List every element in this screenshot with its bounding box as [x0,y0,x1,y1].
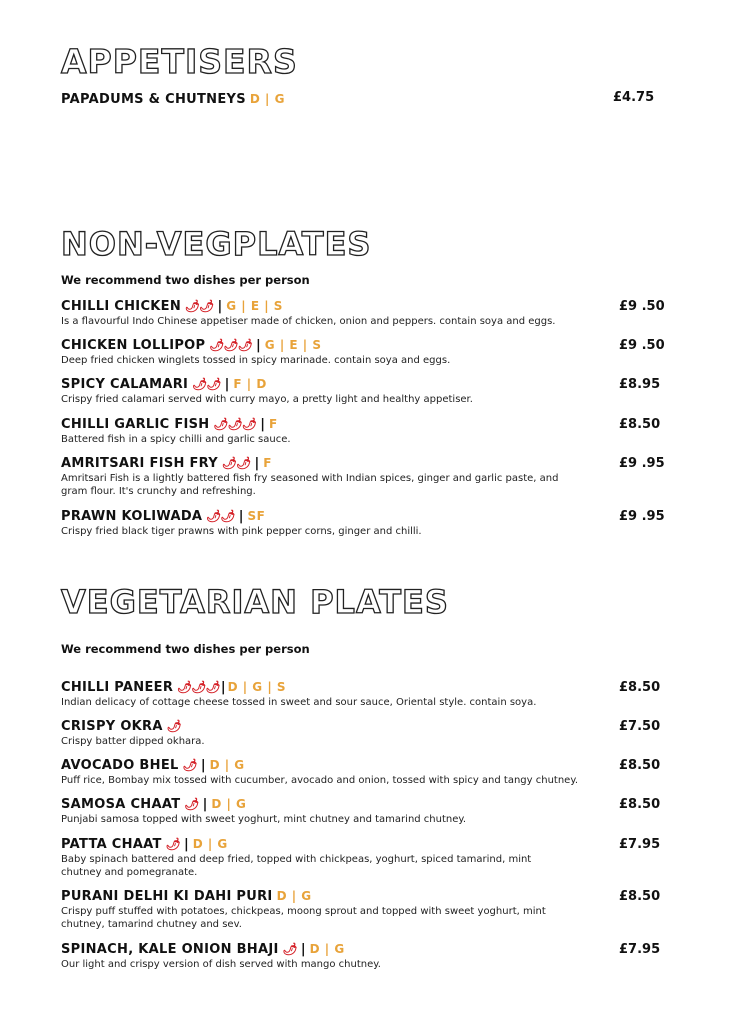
section-title-non-veg: NON-VEGPLATES [61,225,372,263]
item-description: Puff rice, Bombay mix tossed with cucumber, avocado and onion, tossed with spicy and tangy chutney. [61,775,578,786]
menu-item: SPICY CALAMARI 🌶🌶 | F | D £8.95 Crispy fried calamari served with curry mayo, a pretty light and healthy appetiser. [61,377,661,405]
chili-icon: 🌶🌶 [192,377,221,391]
chili-icon: 🌶🌶 [206,509,235,523]
item-price: £7.95 [619,942,661,957]
item-price: £8.50 [619,889,661,904]
item-name: SPICY CALAMARI [61,377,189,392]
item-name: CHICKEN LOLLIPOP [61,338,206,353]
chili-icon: 🌶🌶🌶 [177,680,220,694]
chili-icon: 🌶🌶🌶 [213,417,257,431]
item-name: PAPADUMS & CHUTNEYS [61,92,246,107]
item-price: £7.95 [619,837,661,852]
item-description: Is a flavourful Indo Chinese appetiser made of chicken, onion and peppers. contain soya and eggs. [61,316,556,327]
item-description: Deep fried chicken winglets tossed in spicy marinade. contain soya and eggs. [61,355,451,366]
item-description: Indian delicacy of cottage cheese tossed in sweet and sour sauce, Oriental style. contain soya. [61,697,537,708]
allergen-codes: F | D [233,377,267,391]
allergen-codes: D | G [211,797,247,811]
chili-icon: 🌶 [282,942,297,956]
section-title-vegetarian: VEGETARIAN PLATES [61,583,449,621]
item-description: Baby spinach battered and deep fried, topped with chickpeas, yoghurt, spiced tamarind, mint chutney and pomegranate. [61,854,532,878]
menu-item: AVOCADO BHEL 🌶 | D | G £8.50 Puff rice, Bombay mix tossed with cucumber, avocado and onion, tossed with spicy and tangy chutney. [61,758,671,787]
item-description: Crispy batter dipped okhara. [61,736,205,747]
item-name: AMRITSARI FISH FRY [61,456,218,471]
allergen-codes: SF [247,509,266,523]
item-description: Punjabi samosa topped with sweet yoghurt, mint chutney and tamarind chutney. [61,814,467,825]
item-price: £9 .95 [619,509,665,524]
item-price: £9 .50 [619,338,665,353]
section-subtitle: We recommend two dishes per person [61,642,310,656]
item-description: Battered fish in a spicy chilli and garlic sauce. [61,434,291,445]
item-name: SPINACH, KALE ONION BHAJI [61,942,279,957]
allergen-codes: G | E | S [226,299,283,313]
item-description: Crispy puff stuffed with potatoes, chickpeas, moong sprout and topped with sweet yoghurt, mint chutney, tamarind chutney and sev. [61,906,546,930]
item-price: £4.75 [613,90,655,105]
item-description: Crispy fried calamari served with curry mayo, a pretty light and healthy appetiser. [61,394,473,405]
item-description: Crispy fried black tiger prawns with pink pepper corns, ginger and chilli. [61,526,422,537]
chili-icon: 🌶 [166,719,181,733]
item-price: £7.50 [619,719,661,734]
allergen-codes: D | G [249,92,285,106]
menu-item: PATTA CHAAT 🌶 | D | G £7.95 Baby spinach battered and deep fried, topped with chickpeas, yoghurt, spiced tamarind, mint chutney and pomegranate. [61,837,661,878]
allergen-codes: F [268,417,278,431]
menu-item [61,719,671,748]
item-name: PATTA CHAAT [61,837,162,852]
menu-item: SPINACH, KALE ONION BHAJI 🌶 | D | G £7.95 Our light and crispy version of dish served with mango chutney. [61,942,661,970]
menu-item: CHICKEN LOLLIPOP 🌶🌶🌶 | G | E | S £9 .50 Deep fried chicken winglets tossed in spicy marinade. contain soya and eggs. [61,338,665,366]
item-price: £8.50 [619,417,661,432]
item-price: £9 .95 [619,456,665,471]
menu-item [61,92,671,107]
chili-icon: 🌶🌶🌶 [209,338,253,352]
menu-item [61,889,671,931]
item-name: PRAWN KOLIWADA [61,509,203,524]
item-description: Our light and crispy version of dish served with mango chutney. [61,959,381,970]
item-price: £8.50 [619,797,661,812]
chili-icon: 🌶 [182,758,197,772]
menu-item: SAMOSA CHAAT 🌶 | D | G £8.50 Punjabi samosa topped with sweet yoghurt, mint chutney and tamarind chutney. [61,797,661,825]
item-price: £8.50 [619,680,661,695]
allergen-codes: F [263,456,272,470]
section-subtitle: We recommend two dishes per person [61,273,310,287]
chili-icon: 🌶 [184,797,199,811]
item-name: SAMOSA CHAAT [61,797,181,812]
allergen-codes: D | G [209,758,245,772]
menu-item: CHILLI GARLIC FISH 🌶🌶🌶 | F £8.50 Battered fish in a spicy chilli and garlic sauce. [61,417,661,445]
item-name: CHILLI GARLIC FISH [61,417,210,432]
allergen-codes: D | G | S [227,680,287,694]
chili-icon: 🌶🌶 [185,299,214,313]
item-price: £8.95 [619,377,661,392]
allergen-codes: D | G [276,889,312,903]
allergen-codes: D | G [192,837,228,851]
menu-item: AMRITSARI FISH FRY 🌶🌶 | F £9 .95 Amritsari Fish is a lightly battered fish fry seasoned with Indian spices, ginger and garlic paste, and gram flour. It's crunchy and refreshing. [61,456,665,497]
section-title-appetisers: APPETISERS [61,42,298,81]
menu-item: CHILLI PANEER 🌶🌶🌶 | D | G | S £8.50 Indian delicacy of cottage cheese tossed in sweet and sour sauce, Oriental style. contain soya. [61,680,661,708]
item-name: CHILLI CHICKEN [61,299,182,314]
menu-item: PRAWN KOLIWADA 🌶🌶 | SF £9 .95 Crispy fried black tiger prawns with pink pepper corns, ginger and chilli. [61,509,665,537]
item-price: £9 .50 [619,299,665,314]
allergen-codes: G | E | S [264,338,322,352]
chili-icon: 🌶 [165,837,180,851]
item-name: PURANI DELHI KI DAHI PURI [61,889,273,904]
allergen-codes: D | G [309,942,345,956]
item-name: CRISPY OKRA [61,719,163,734]
item-name: CHILLI PANEER [61,680,174,695]
item-description: Amritsari Fish is a lightly battered fish fry seasoned with Indian spices, ginger and garlic paste, and gram flour. It's crunchy and refreshing. [61,473,559,497]
menu-item: CHILLI CHICKEN 🌶🌶 | G | E | S £9 .50 Is a flavourful Indo Chinese appetiser made of chicken, onion and peppers. contain soya and eggs. [61,299,665,327]
chili-icon: 🌶🌶 [222,456,251,470]
item-name: AVOCADO BHEL [61,758,179,773]
item-price: £8.50 [619,758,661,773]
